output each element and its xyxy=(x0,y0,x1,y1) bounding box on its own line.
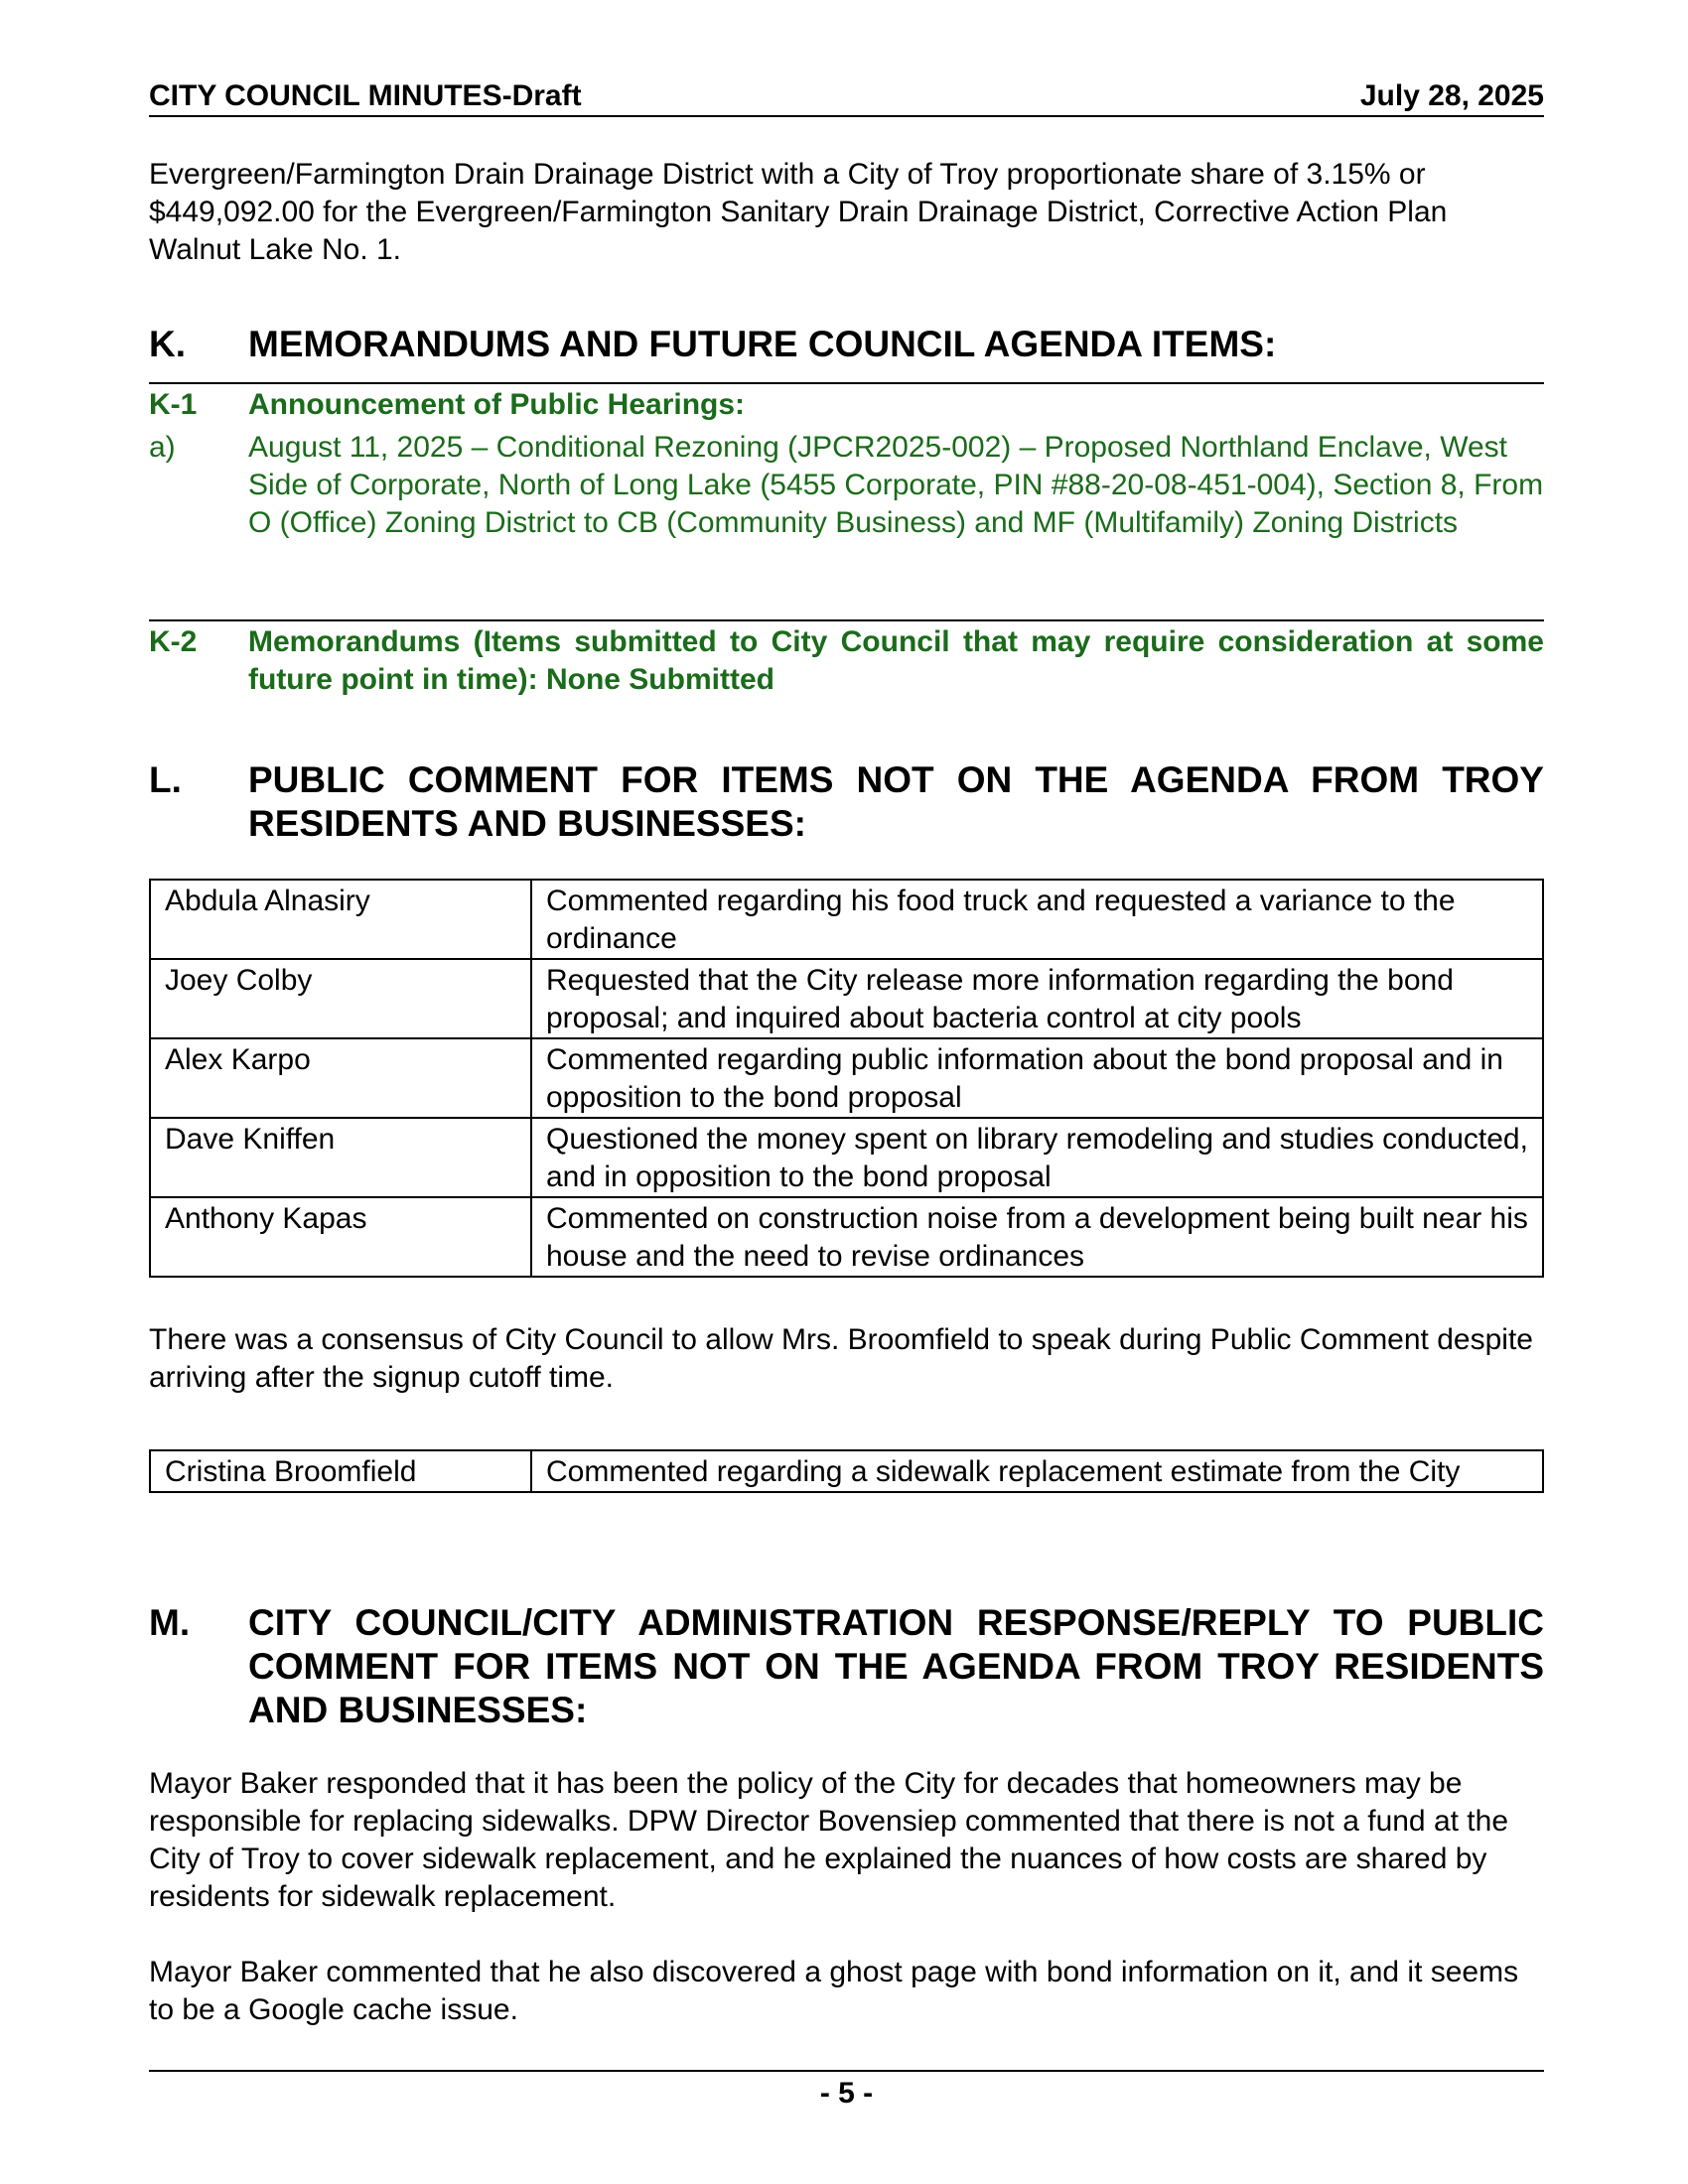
commenter-name: Joey Colby xyxy=(150,959,531,1038)
section-l-letter: L. xyxy=(149,759,182,800)
section-m-title: CITY COUNCIL/CITY ADMINISTRATION RESPONSE/REPLY TO PUBLIC COMMENT FOR ITEMS NOT ON THE AGENDA FROM TROY RESIDENTS AND BUSINESSES: xyxy=(248,1602,1544,1730)
section-k-letter: K. xyxy=(149,324,186,364)
k2-rule xyxy=(149,619,1544,621)
k2-number: K-2 xyxy=(149,625,198,658)
table-row xyxy=(150,1197,1543,1277)
commenter-name: Anthony Kapas xyxy=(150,1197,531,1277)
table-row xyxy=(150,1038,1543,1118)
comment-text: Requested that the City release more information regarding the bond proposal; and inquired about bacteria control at city pools xyxy=(531,959,1543,1038)
document-page xyxy=(149,0,1544,2184)
table-row xyxy=(150,1450,1543,1492)
section-k-rule xyxy=(149,382,1544,384)
page-header xyxy=(149,79,1544,117)
k2-title: Memorandums (Items submitted to City Council that may require consideration at some future point in time): None Submitted xyxy=(248,625,1544,696)
intro-paragraph: Evergreen/Farmington Drain Drainage District with a City of Troy proportionate share of 3.15% or $449,092.00 for the Evergreen/Farmington Sanitary Drain Drainage District, Corrective Action Plan Walnut Lake No. 1. xyxy=(149,158,1448,266)
late-comment-table xyxy=(149,1449,1544,1493)
k1-item-a-text: August 11, 2025 – Conditional Rezoning (JPCR2025-002) – Proposed Northland Enclave, West Side of Corporate, North of Long Lake (5455 Corporate, PIN #88-20-08-451-004), Section 8, From O (Office) Zoning District to CB (Community Business) and MF (Multifamily) Zoning Districts xyxy=(248,431,1544,539)
section-k-title: MEMORANDUMS AND FUTURE COUNCIL AGENDA ITEMS: xyxy=(248,324,1277,364)
section-m-letter: M. xyxy=(149,1602,191,1643)
public-comment-table xyxy=(149,879,1544,1278)
commenter-name: Abdula Alnasiry xyxy=(150,880,531,959)
response-paragraph-2: Mayor Baker commented that he also discovered a ghost page with bond information on it, and it seems to be a Google cache issue. xyxy=(149,1956,1519,2026)
header-date: July 28, 2025 xyxy=(1359,79,1544,112)
table-row xyxy=(150,880,1543,959)
comment-text: Commented regarding his food truck and requested a variance to the ordinance xyxy=(531,880,1543,959)
k1-item-a-label: a) xyxy=(149,431,176,464)
k1-title: Announcement of Public Hearings: xyxy=(248,388,746,421)
table-row xyxy=(150,1118,1543,1197)
commenter-name: Cristina Broomfield xyxy=(150,1450,531,1492)
comment-text: Commented regarding a sidewalk replacement estimate from the City xyxy=(531,1450,1543,1492)
commenter-name: Dave Kniffen xyxy=(150,1118,531,1197)
consensus-paragraph: There was a consensus of City Council to allow Mrs. Broomfield to speak during Public Comment despite arriving after the signup cutoff time. xyxy=(149,1323,1533,1394)
comment-text: Commented on construction noise from a development being built near his house and the need to revise ordinances xyxy=(531,1197,1543,1277)
page-number: - 5 - xyxy=(819,2077,874,2110)
footer-rule xyxy=(149,2070,1544,2072)
k1-number: K-1 xyxy=(149,388,198,421)
comment-text: Commented regarding public information about the bond proposal and in opposition to the bond proposal xyxy=(531,1038,1543,1118)
response-paragraph-1: Mayor Baker responded that it has been the policy of the City for decades that homeowners may be responsible for replacing sidewalks. DPW Director Bovensiep commented that there is not a fund at the City of Troy to cover sidewalk replacement, and he explained the nuances of how costs are shared by residents for sidewalk replacement. xyxy=(149,1767,1509,1913)
comment-text: Questioned the money spent on library remodeling and studies conducted, and in opposition to the bond proposal xyxy=(531,1118,1543,1197)
header-title: CITY COUNCIL MINUTES-Draft xyxy=(149,79,582,112)
section-l-title: PUBLIC COMMENT FOR ITEMS NOT ON THE AGENDA FROM TROY RESIDENTS AND BUSINESSES: xyxy=(248,759,1544,844)
table-row xyxy=(150,959,1543,1038)
commenter-name: Alex Karpo xyxy=(150,1038,531,1118)
